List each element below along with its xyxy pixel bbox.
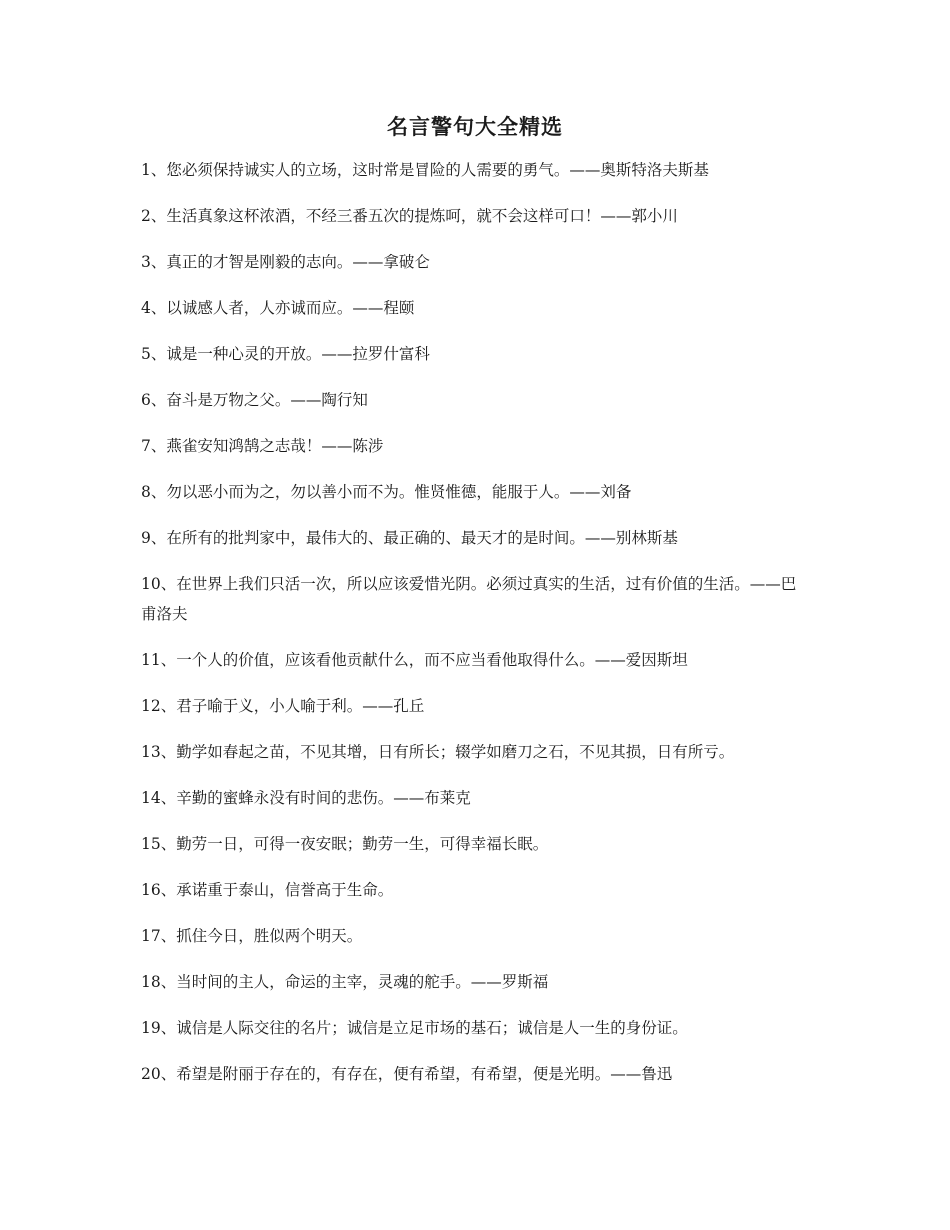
quote-list [141, 155, 806, 1105]
quote-item: 11、一个人的价值，应该看他贡献什么，而不应当看他取得什么。——爱因斯坦 [141, 651, 688, 669]
quote-item: 3、真正的才智是刚毅的志向。——拿破仑 [141, 253, 430, 271]
quote-item: 16、承诺重于泰山，信誉高于生命。 [141, 881, 394, 899]
quote-item: 12、君子喻于义，小人喻于利。——孔丘 [141, 697, 425, 715]
quote-item: 15、勤劳一日，可得一夜安眠；勤劳一生，可得幸福长眠。 [141, 835, 549, 853]
quote-item: 10、在世界上我们只活一次，所以应该爱惜光阴。必须过真实的生活，过有价值的生活。——巴甫洛夫 [141, 575, 797, 623]
quote-item: 14、辛勤的蜜蜂永没有时间的悲伤。——布莱克 [141, 789, 471, 807]
quote-item: 5、诚是一种心灵的开放。——拉罗什富科 [141, 345, 430, 363]
quote-item: 4、以诚感人者，人亦诚而应。——程颐 [141, 299, 415, 317]
page-title: 名言警句大全精选 [387, 114, 563, 139]
quote-item: 9、在所有的批判家中，最伟大的、最正确的、最天才的是时间。——别林斯基 [141, 529, 678, 547]
quote-item: 6、奋斗是万物之父。——陶行知 [141, 391, 368, 409]
quote-item: 1、您必须保持诚实人的立场，这时常是冒险的人需要的勇气。——奥斯特洛夫斯基 [141, 161, 709, 179]
quote-item: 7、燕雀安知鸿鹄之志哉！——陈涉 [141, 437, 384, 455]
quote-item: 17、抓住今日，胜似两个明天。 [141, 927, 363, 945]
quote-item: 8、勿以恶小而为之，勿以善小而不为。惟贤惟德，能服于人。——刘备 [141, 483, 632, 501]
quote-item: 20、希望是附丽于存在的，有存在，便有希望，有希望，便是光明。——鲁迅 [141, 1065, 673, 1083]
quote-item: 18、当时间的主人，命运的主宰，灵魂的舵手。——罗斯福 [141, 973, 549, 991]
quote-item: 13、勤学如春起之苗，不见其增，日有所长；辍学如磨刀之石，不见其损，日有所亏。 [141, 743, 735, 761]
quote-item: 2、生活真象这杯浓酒，不经三番五次的提炼呵，就不会这样可口！——郭小川 [141, 207, 678, 225]
quote-item: 19、诚信是人际交往的名片；诚信是立足市场的基石；诚信是人一生的身份证。 [141, 1019, 688, 1037]
